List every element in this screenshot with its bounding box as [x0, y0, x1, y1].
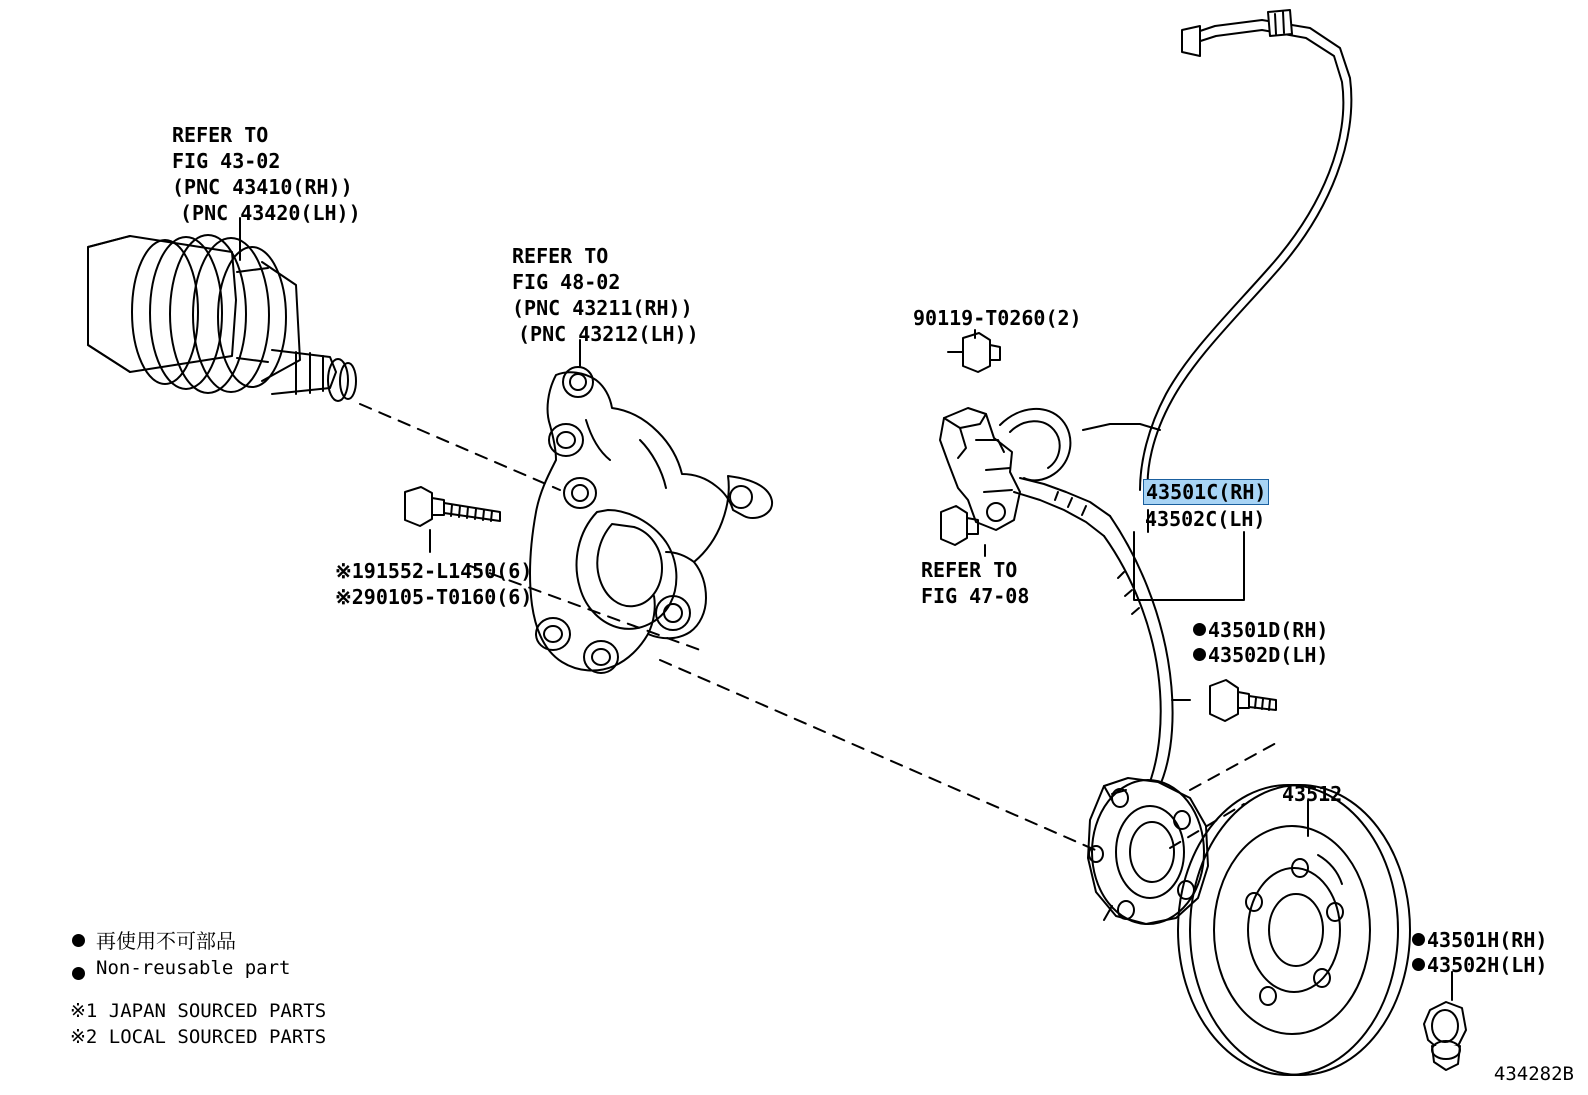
nonreusable-bullet-43501d [1193, 623, 1206, 636]
part-43501d[interactable]: 43501D(RH) [1208, 618, 1329, 642]
brake-rotor-art [1178, 785, 1410, 1075]
callout-bolt-290105: ※290105-T0160(6) [335, 585, 533, 609]
nonreusable-bullet-43502d [1193, 648, 1206, 661]
harness-lower-art [1104, 516, 1173, 792]
callout-refer-47-08-line2: FIG 47-08 [921, 584, 1030, 608]
callout-refer-48-02-line3: (PNC 43211(RH)) [512, 296, 693, 320]
part-43501h[interactable]: 43501H(RH) [1427, 928, 1548, 952]
hub-bearing-art [1088, 778, 1208, 924]
steering-knuckle-art [530, 367, 772, 673]
abs-bolt-art [948, 333, 1000, 372]
drive-shaft-art [88, 235, 356, 401]
legend-nonreusable-en: Non-reusable part [96, 957, 291, 979]
hub-nut-art [1424, 1002, 1466, 1070]
callout-refer-48-02-line2: FIG 48-02 [512, 270, 621, 294]
callout-refer-43-02: REFER TO [172, 123, 269, 147]
callout-refer-48-02: REFER TO [512, 244, 609, 268]
legend-bullet-en [72, 967, 85, 980]
callout-refer-43-02-line2: FIG 43-02 [172, 149, 281, 173]
part-43502h[interactable]: 43502H(LH) [1427, 953, 1548, 977]
abs-harness-art [1083, 10, 1351, 492]
callout-bolt-191552: ※191552-L1450(6) [335, 559, 533, 583]
callout-refer-43-02-line3: (PNC 43410(RH)) [172, 175, 353, 199]
callout-refer-47-08: REFER TO [921, 558, 1018, 582]
legend-note-japan: ※1 JAPAN SOURCED PARTS [70, 1000, 327, 1022]
nonreusable-bullet-43502h [1412, 958, 1425, 971]
part-43502c-lh[interactable]: 43502C(LH) [1145, 507, 1266, 531]
hub-bolt-art [1210, 680, 1276, 721]
bolt-left-art [405, 487, 500, 526]
part-43512[interactable]: 43512 [1282, 782, 1343, 806]
figure-code: 434282B [1493, 1063, 1574, 1085]
callout-bolt-90119: 90119-T0260(2) [913, 306, 1082, 330]
part-43501c-rh[interactable]: 43501C(RH) [1143, 479, 1269, 505]
legend-note-local: ※2 LOCAL SOURCED PARTS [70, 1026, 327, 1048]
legend-nonreusable-jp: 再使用不可部品 [96, 929, 236, 953]
legend-bullet-jp [72, 934, 85, 947]
part-43502d[interactable]: 43502D(LH) [1208, 643, 1329, 667]
nonreusable-bullet-43501h [1412, 933, 1425, 946]
callout-refer-43-02-line4: (PNC 43420(LH)) [180, 201, 361, 225]
callout-refer-48-02-line4: (PNC 43212(LH)) [518, 322, 699, 346]
